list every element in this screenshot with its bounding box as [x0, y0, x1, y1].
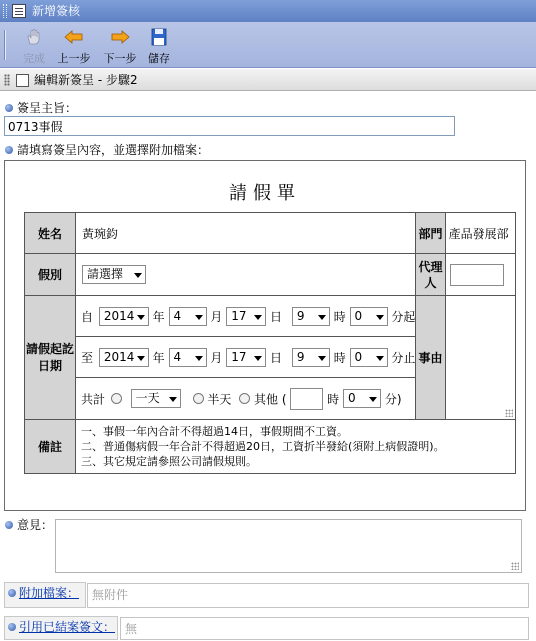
total-row	[81, 388, 415, 410]
chevron-down-icon	[137, 356, 145, 361]
next-step-button[interactable]	[100, 26, 140, 66]
chevron-down-icon	[254, 356, 262, 361]
floppy-disk-icon	[149, 28, 169, 46]
leave-form-table	[24, 212, 516, 474]
grip-handle	[3, 4, 7, 18]
period-label: 請假起訖日期	[25, 296, 76, 420]
note-line: 一、事假一年內合計不得超過14日，事假期間不工資。	[81, 425, 348, 438]
other-hour-unit: 時	[327, 392, 340, 406]
name-label: 姓名	[25, 213, 76, 254]
dept-label: 部門	[416, 213, 445, 254]
chevron-down-icon	[376, 315, 384, 320]
start-year-value: 2014	[103, 308, 135, 323]
day-unit: 日	[270, 309, 283, 324]
end-year-value: 2014	[103, 349, 135, 364]
month-unit: 月	[210, 350, 223, 365]
bullet-icon	[8, 623, 16, 631]
start-hour-value: 9	[296, 308, 305, 323]
total-label: 共計	[81, 392, 106, 406]
end-hour-select[interactable]	[292, 348, 330, 367]
end-minute-select[interactable]	[350, 348, 388, 367]
resize-grip[interactable]	[505, 409, 513, 417]
start-month-value: 4	[173, 308, 182, 323]
start-day-select[interactable]	[226, 307, 266, 326]
start-day-value: 17	[231, 308, 247, 323]
agent-input[interactable]	[450, 264, 504, 286]
bullet-icon	[5, 146, 13, 154]
end-hour-value: 9	[296, 349, 305, 364]
subject-input[interactable]	[4, 116, 455, 136]
half-day-radio[interactable]	[193, 393, 204, 404]
note-line: 二、普通傷病假一年合計不得超過20日，工資折半發給(須附上病假證明)。	[81, 440, 445, 453]
half-day-label: 半天	[207, 392, 232, 406]
start-prefix: 自	[81, 309, 94, 324]
end-prefix: 至	[81, 350, 94, 365]
chevron-down-icon	[318, 315, 326, 320]
end-day-value: 17	[231, 349, 247, 364]
chevron-down-icon	[195, 315, 203, 320]
step-title: 編輯新簽呈 - 步驟2	[34, 73, 138, 87]
end-month-value: 4	[173, 349, 182, 364]
start-date-row	[81, 307, 415, 326]
other-minute-value: 0	[348, 391, 356, 405]
name-value: 黃琬鈞	[76, 213, 416, 254]
opinion-textarea[interactable]	[55, 519, 522, 573]
attach-files-link[interactable]: 附加檔案：	[19, 586, 80, 600]
start-suffix: 分起	[391, 309, 416, 324]
chevron-down-icon	[369, 397, 377, 402]
document-icon	[12, 4, 26, 18]
toolbar-separator	[4, 30, 6, 60]
hour-unit: 時	[333, 309, 346, 324]
leave-type-select[interactable]	[82, 265, 146, 284]
other-minute-select[interactable]	[343, 389, 381, 408]
leave-type-value: 請選擇	[87, 267, 124, 281]
opinion-label: 意見：	[17, 518, 54, 532]
start-hour-select[interactable]	[292, 307, 330, 326]
chevron-down-icon	[134, 273, 142, 278]
hour-unit: 時	[333, 350, 346, 365]
chevron-down-icon	[195, 356, 203, 361]
day-count-value: 一天	[135, 391, 160, 405]
previous-step-button[interactable]	[54, 26, 94, 66]
start-year-select[interactable]	[99, 307, 149, 326]
subject-label: 簽呈主旨：	[17, 101, 78, 115]
content-editor-panel	[4, 160, 526, 511]
reason-textarea[interactable]	[445, 296, 515, 420]
start-minute-value: 0	[354, 308, 363, 323]
quote-closed-doc-link[interactable]: 引用已結案簽文：	[19, 620, 116, 634]
agent-label: 代理人	[416, 254, 445, 296]
arrow-right-icon	[110, 28, 130, 46]
bullet-icon	[5, 521, 13, 529]
done-label: 完成	[23, 52, 45, 65]
chevron-down-icon	[137, 315, 145, 320]
leave-type-label: 假別	[25, 254, 76, 296]
bullet-icon	[8, 589, 16, 597]
other-label: 其他 (	[254, 392, 287, 406]
content-label: 請填寫簽呈內容，並選擇附加檔案：	[17, 143, 210, 157]
bullet-icon	[5, 104, 13, 112]
step-header	[0, 69, 536, 91]
attachments-field: 無附件	[87, 583, 529, 608]
grip-handle	[4, 74, 10, 86]
chevron-down-icon	[169, 397, 177, 402]
quoted-doc-field: 無	[120, 617, 529, 640]
note-line: 三、其它規定請參照公司請假規則。	[81, 455, 257, 468]
reason-label: 事由	[416, 296, 445, 420]
chevron-down-icon	[318, 356, 326, 361]
other-end-label: 分)	[384, 392, 402, 406]
notes-label: 備註	[25, 420, 76, 474]
next-step-label: 下一步	[103, 52, 137, 65]
day-unit: 日	[270, 350, 283, 365]
chevron-down-icon	[254, 315, 262, 320]
form-title: 請假單	[229, 183, 301, 204]
year-unit: 年	[152, 309, 165, 324]
end-day-select[interactable]	[226, 348, 266, 367]
dept-value: 產品發展部	[445, 213, 515, 254]
start-minute-select[interactable]	[350, 307, 388, 326]
document-icon	[16, 74, 29, 87]
save-label: 儲存	[148, 52, 170, 65]
other-hours-input[interactable]	[290, 388, 323, 410]
window-title-bar	[0, 0, 536, 22]
end-date-row	[81, 348, 415, 367]
other-radio[interactable]	[239, 393, 250, 404]
window-title: 新增簽核	[32, 4, 81, 18]
start-month-select[interactable]	[169, 307, 207, 326]
arrow-left-icon	[64, 28, 84, 46]
end-minute-value: 0	[354, 349, 363, 364]
previous-step-label: 上一步	[57, 52, 91, 65]
year-unit: 年	[152, 350, 165, 365]
end-year-select[interactable]	[99, 348, 149, 367]
save-button[interactable]	[144, 26, 174, 66]
day-count-select[interactable]	[131, 389, 181, 408]
chevron-down-icon	[376, 356, 384, 361]
done-button[interactable]	[18, 26, 50, 66]
toolbar	[0, 22, 536, 68]
end-suffix: 分止	[391, 350, 416, 365]
hand-icon	[24, 28, 44, 46]
month-unit: 月	[210, 309, 223, 324]
full-day-radio[interactable]	[111, 393, 122, 404]
end-month-select[interactable]	[169, 348, 207, 367]
resize-grip[interactable]	[511, 562, 519, 570]
